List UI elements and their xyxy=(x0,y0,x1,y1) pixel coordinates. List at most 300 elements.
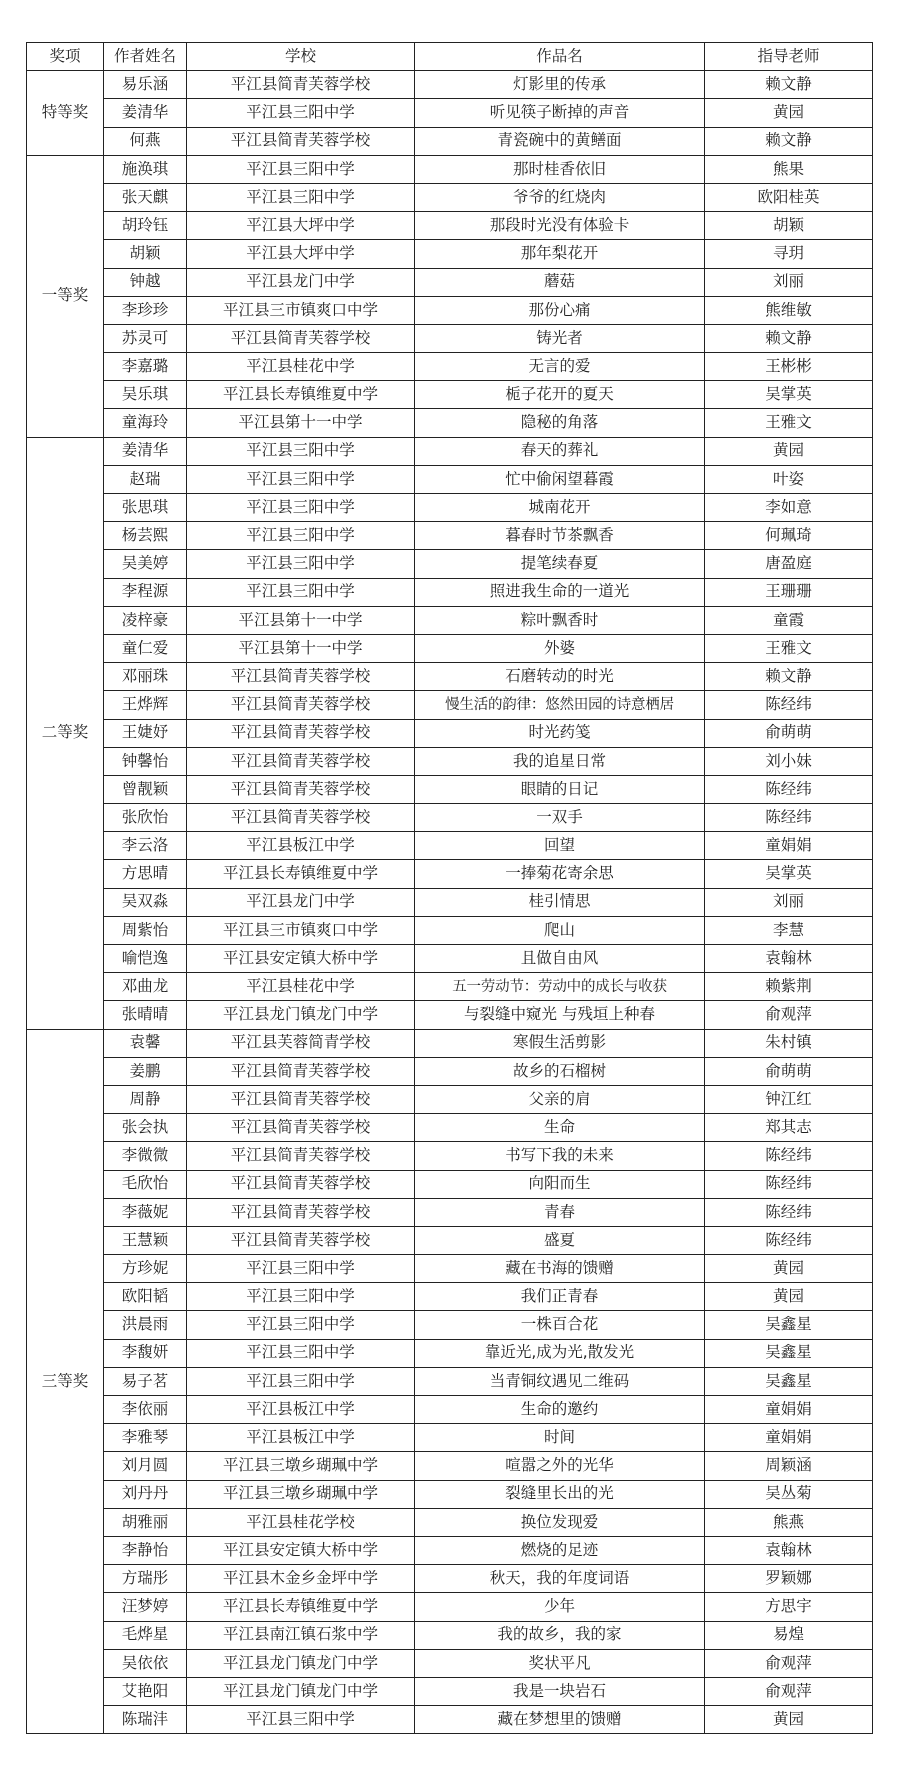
table-row xyxy=(27,1283,873,1311)
work-cell: 燃烧的足迹 xyxy=(415,1536,705,1564)
teacher-cell: 王珊珊 xyxy=(705,578,873,606)
table-row xyxy=(27,916,873,944)
table-row xyxy=(27,1001,873,1029)
author-cell: 钟馨怡 xyxy=(104,747,187,775)
school-cell: 平江县第十一中学 xyxy=(187,409,415,437)
author-cell: 施涣琪 xyxy=(104,155,187,183)
school-cell: 平江县三阳中学 xyxy=(187,578,415,606)
school-cell: 平江县三阳中学 xyxy=(187,99,415,127)
table-row xyxy=(27,1057,873,1085)
school-cell: 平江县三阳中学 xyxy=(187,550,415,578)
work-cell: 向阳而生 xyxy=(415,1170,705,1198)
header-author: 作者姓名 xyxy=(104,43,187,71)
work-cell: 铸光者 xyxy=(415,324,705,352)
teacher-cell: 吴丛菊 xyxy=(705,1480,873,1508)
table-row xyxy=(27,1424,873,1452)
work-cell: 寒假生活剪影 xyxy=(415,1029,705,1057)
author-cell: 喻恺逸 xyxy=(104,945,187,973)
teacher-cell: 钟江红 xyxy=(705,1085,873,1113)
work-cell: 无言的爱 xyxy=(415,353,705,381)
award-level-cell: 二等奖 xyxy=(27,437,104,1029)
school-cell: 平江县龙门镇龙门中学 xyxy=(187,1649,415,1677)
table-row xyxy=(27,860,873,888)
author-cell: 张欣怡 xyxy=(104,804,187,832)
work-cell: 春天的葬礼 xyxy=(415,437,705,465)
work-cell: 照进我生命的一道光 xyxy=(415,578,705,606)
work-cell: 秋天，我的年度词语 xyxy=(415,1565,705,1593)
school-cell: 平江县桂花中学 xyxy=(187,973,415,1001)
author-cell: 童仁爱 xyxy=(104,634,187,662)
table-row xyxy=(27,747,873,775)
work-cell: 提笔续春夏 xyxy=(415,550,705,578)
teacher-cell: 陈经纬 xyxy=(705,691,873,719)
table-row xyxy=(27,634,873,662)
table-row xyxy=(27,99,873,127)
teacher-cell: 王雅文 xyxy=(705,409,873,437)
table-row xyxy=(27,1536,873,1564)
author-cell: 苏灵可 xyxy=(104,324,187,352)
award-level-cell: 三等奖 xyxy=(27,1029,104,1734)
table-row xyxy=(27,155,873,183)
work-cell: 故乡的石榴树 xyxy=(415,1057,705,1085)
work-cell: 我们正青春 xyxy=(415,1283,705,1311)
author-cell: 毛烨星 xyxy=(104,1621,187,1649)
school-cell: 平江县板江中学 xyxy=(187,832,415,860)
table-row xyxy=(27,888,873,916)
school-cell: 平江县简青芙蓉学校 xyxy=(187,747,415,775)
teacher-cell: 童娟娟 xyxy=(705,1396,873,1424)
table-row xyxy=(27,1029,873,1057)
school-cell: 平江县简青芙蓉学校 xyxy=(187,1142,415,1170)
teacher-cell: 黄园 xyxy=(705,1706,873,1734)
table-row xyxy=(27,1198,873,1226)
school-cell: 平江县三墩乡瑚珮中学 xyxy=(187,1452,415,1480)
header-work: 作品名 xyxy=(415,43,705,71)
author-cell: 欧阳韬 xyxy=(104,1283,187,1311)
teacher-cell: 赖文静 xyxy=(705,663,873,691)
work-cell: 藏在梦想里的馈赠 xyxy=(415,1706,705,1734)
table-row xyxy=(27,606,873,634)
work-cell: 外婆 xyxy=(415,634,705,662)
author-cell: 李静怡 xyxy=(104,1536,187,1564)
work-cell: 我的追星日常 xyxy=(415,747,705,775)
school-cell: 平江县三市镇爽口中学 xyxy=(187,916,415,944)
school-cell: 平江县安定镇大桥中学 xyxy=(187,945,415,973)
author-cell: 王慧颖 xyxy=(104,1226,187,1254)
school-cell: 平江县桂花中学 xyxy=(187,353,415,381)
table-row xyxy=(27,240,873,268)
table-row xyxy=(27,663,873,691)
table-row xyxy=(27,578,873,606)
table-row xyxy=(27,183,873,211)
school-cell: 平江县简青芙蓉学校 xyxy=(187,691,415,719)
author-cell: 胡玲钰 xyxy=(104,212,187,240)
teacher-cell: 赖文静 xyxy=(705,324,873,352)
author-cell: 方珍妮 xyxy=(104,1255,187,1283)
work-cell: 少年 xyxy=(415,1593,705,1621)
teacher-cell: 郑其志 xyxy=(705,1114,873,1142)
table-row xyxy=(27,1621,873,1649)
school-cell: 平江县三墩乡瑚珮中学 xyxy=(187,1480,415,1508)
table-row xyxy=(27,127,873,155)
teacher-cell: 童娟娟 xyxy=(705,1424,873,1452)
teacher-cell: 方思宇 xyxy=(705,1593,873,1621)
table-row xyxy=(27,1565,873,1593)
teacher-cell: 吴鑫星 xyxy=(705,1367,873,1395)
teacher-cell: 刘丽 xyxy=(705,268,873,296)
teacher-cell: 叶姿 xyxy=(705,465,873,493)
work-cell: 裂缝里长出的光 xyxy=(415,1480,705,1508)
author-cell: 吴双淼 xyxy=(104,888,187,916)
school-cell: 平江县三阳中学 xyxy=(187,465,415,493)
table-row xyxy=(27,437,873,465)
author-cell: 吴美婷 xyxy=(104,550,187,578)
teacher-cell: 罗颖娜 xyxy=(705,1565,873,1593)
work-cell: 一捧菊花寄余思 xyxy=(415,860,705,888)
work-cell: 蘑菇 xyxy=(415,268,705,296)
school-cell: 平江县简青芙蓉学校 xyxy=(187,1170,415,1198)
school-cell: 平江县简青芙蓉学校 xyxy=(187,71,415,99)
school-cell: 平江县简青芙蓉学校 xyxy=(187,775,415,803)
teacher-cell: 俞萌萌 xyxy=(705,1057,873,1085)
author-cell: 李微微 xyxy=(104,1142,187,1170)
author-cell: 王婕妤 xyxy=(104,719,187,747)
teacher-cell: 熊果 xyxy=(705,155,873,183)
school-cell: 平江县三阳中学 xyxy=(187,494,415,522)
teacher-cell: 俞观萍 xyxy=(705,1649,873,1677)
author-cell: 李依丽 xyxy=(104,1396,187,1424)
author-cell: 周紫怡 xyxy=(104,916,187,944)
teacher-cell: 吴掌英 xyxy=(705,860,873,888)
author-cell: 毛欣怡 xyxy=(104,1170,187,1198)
author-cell: 李雅琴 xyxy=(104,1424,187,1452)
table-row xyxy=(27,775,873,803)
school-cell: 平江县芙蓉简青学校 xyxy=(187,1029,415,1057)
school-cell: 平江县简青芙蓉学校 xyxy=(187,1057,415,1085)
table-row xyxy=(27,268,873,296)
school-cell: 平江县三阳中学 xyxy=(187,1339,415,1367)
school-cell: 平江县简青芙蓉学校 xyxy=(187,663,415,691)
work-cell: 时间 xyxy=(415,1424,705,1452)
school-cell: 平江县简青芙蓉学校 xyxy=(187,1085,415,1113)
table-row xyxy=(27,1142,873,1170)
teacher-cell: 王雅文 xyxy=(705,634,873,662)
teacher-cell: 赖紫荆 xyxy=(705,973,873,1001)
table-row xyxy=(27,522,873,550)
author-cell: 钟越 xyxy=(104,268,187,296)
author-cell: 刘月圆 xyxy=(104,1452,187,1480)
teacher-cell: 陈经纬 xyxy=(705,1170,873,1198)
table-row xyxy=(27,1367,873,1395)
teacher-cell: 黄园 xyxy=(705,1283,873,1311)
table-row xyxy=(27,1085,873,1113)
school-cell: 平江县简青芙蓉学校 xyxy=(187,719,415,747)
work-cell: 石磨转动的时光 xyxy=(415,663,705,691)
header-teacher: 指导老师 xyxy=(705,43,873,71)
teacher-cell: 俞观萍 xyxy=(705,1677,873,1705)
teacher-cell: 唐盈庭 xyxy=(705,550,873,578)
school-cell: 平江县安定镇大桥中学 xyxy=(187,1536,415,1564)
teacher-cell: 易煌 xyxy=(705,1621,873,1649)
teacher-cell: 周颖涵 xyxy=(705,1452,873,1480)
work-cell: 与裂缝中窥光 与残垣上种春 xyxy=(415,1001,705,1029)
school-cell: 平江县三阳中学 xyxy=(187,522,415,550)
work-cell: 忙中偷闲望暮霞 xyxy=(415,465,705,493)
author-cell: 李珍珍 xyxy=(104,296,187,324)
table-row xyxy=(27,71,873,99)
work-cell: 我是一块岩石 xyxy=(415,1677,705,1705)
author-cell: 杨芸熙 xyxy=(104,522,187,550)
author-cell: 赵瑞 xyxy=(104,465,187,493)
table-row xyxy=(27,1649,873,1677)
author-cell: 姜鹏 xyxy=(104,1057,187,1085)
author-cell: 张晴晴 xyxy=(104,1001,187,1029)
teacher-cell: 童娟娟 xyxy=(705,832,873,860)
table-row xyxy=(27,381,873,409)
school-cell: 平江县长寿镇维夏中学 xyxy=(187,1593,415,1621)
table-row xyxy=(27,832,873,860)
author-cell: 张思琪 xyxy=(104,494,187,522)
school-cell: 平江县龙门中学 xyxy=(187,268,415,296)
school-cell: 平江县三阳中学 xyxy=(187,437,415,465)
header-school: 学校 xyxy=(187,43,415,71)
table-row xyxy=(27,1480,873,1508)
teacher-cell: 王彬彬 xyxy=(705,353,873,381)
author-cell: 刘丹丹 xyxy=(104,1480,187,1508)
school-cell: 平江县长寿镇维夏中学 xyxy=(187,381,415,409)
work-cell: 粽叶飘香时 xyxy=(415,606,705,634)
author-cell: 张会执 xyxy=(104,1114,187,1142)
table-row xyxy=(27,1677,873,1705)
work-cell: 隐秘的角落 xyxy=(415,409,705,437)
school-cell: 平江县三阳中学 xyxy=(187,1706,415,1734)
work-cell: 生命的邀约 xyxy=(415,1396,705,1424)
teacher-cell: 熊燕 xyxy=(705,1508,873,1536)
work-cell: 回望 xyxy=(415,832,705,860)
author-cell: 邓丽珠 xyxy=(104,663,187,691)
author-cell: 周静 xyxy=(104,1085,187,1113)
work-cell: 生命 xyxy=(415,1114,705,1142)
work-cell: 奖状平凡 xyxy=(415,1649,705,1677)
table-row xyxy=(27,1170,873,1198)
author-cell: 易乐涵 xyxy=(104,71,187,99)
table-row xyxy=(27,1339,873,1367)
author-cell: 姜清华 xyxy=(104,437,187,465)
teacher-cell: 黄园 xyxy=(705,437,873,465)
author-cell: 艾艳阳 xyxy=(104,1677,187,1705)
table-row xyxy=(27,1311,873,1339)
header-row xyxy=(27,43,873,71)
teacher-cell: 李如意 xyxy=(705,494,873,522)
teacher-cell: 吴鑫星 xyxy=(705,1311,873,1339)
teacher-cell: 刘小妹 xyxy=(705,747,873,775)
teacher-cell: 寻玥 xyxy=(705,240,873,268)
author-cell: 胡雅丽 xyxy=(104,1508,187,1536)
work-cell: 慢生活的韵律：悠然田园的诗意栖居 xyxy=(415,691,705,719)
author-cell: 吴依依 xyxy=(104,1649,187,1677)
work-cell: 青瓷碗中的黄鳝面 xyxy=(415,127,705,155)
school-cell: 平江县简青芙蓉学校 xyxy=(187,1114,415,1142)
school-cell: 平江县木金乡金坪中学 xyxy=(187,1565,415,1593)
table-header xyxy=(27,43,873,71)
work-cell: 桂引情思 xyxy=(415,888,705,916)
work-cell: 爷爷的红烧肉 xyxy=(415,183,705,211)
work-cell: 书写下我的未来 xyxy=(415,1142,705,1170)
awards-table xyxy=(26,42,873,1734)
teacher-cell: 赖文静 xyxy=(705,127,873,155)
teacher-cell: 陈经纬 xyxy=(705,1198,873,1226)
award-level-cell: 特等奖 xyxy=(27,71,104,156)
table-row xyxy=(27,296,873,324)
school-cell: 平江县大坪中学 xyxy=(187,240,415,268)
table-row xyxy=(27,1396,873,1424)
school-cell: 平江县长寿镇维夏中学 xyxy=(187,860,415,888)
author-cell: 李程源 xyxy=(104,578,187,606)
school-cell: 平江县三阳中学 xyxy=(187,155,415,183)
school-cell: 平江县第十一中学 xyxy=(187,606,415,634)
work-cell: 五一劳动节：劳动中的成长与收获 xyxy=(415,973,705,1001)
teacher-cell: 俞萌萌 xyxy=(705,719,873,747)
table-row xyxy=(27,1226,873,1254)
school-cell: 平江县简青芙蓉学校 xyxy=(187,1226,415,1254)
school-cell: 平江县南江镇石浆中学 xyxy=(187,1621,415,1649)
author-cell: 袁馨 xyxy=(104,1029,187,1057)
table-row xyxy=(27,691,873,719)
table-row xyxy=(27,465,873,493)
author-cell: 陈瑞沣 xyxy=(104,1706,187,1734)
work-cell: 靠近光,成为光,散发光 xyxy=(415,1339,705,1367)
table-row xyxy=(27,409,873,437)
table-row xyxy=(27,212,873,240)
work-cell: 一株百合花 xyxy=(415,1311,705,1339)
teacher-cell: 胡颖 xyxy=(705,212,873,240)
work-cell: 藏在书海的馈赠 xyxy=(415,1255,705,1283)
school-cell: 平江县三阳中学 xyxy=(187,1255,415,1283)
table-row xyxy=(27,804,873,832)
work-cell: 父亲的肩 xyxy=(415,1085,705,1113)
table-row xyxy=(27,353,873,381)
work-cell: 听见筷子断掉的声音 xyxy=(415,99,705,127)
table-row xyxy=(27,1255,873,1283)
author-cell: 邓曲龙 xyxy=(104,973,187,1001)
author-cell: 张天麒 xyxy=(104,183,187,211)
table-row xyxy=(27,945,873,973)
school-cell: 平江县板江中学 xyxy=(187,1424,415,1452)
school-cell: 平江县三市镇爽口中学 xyxy=(187,296,415,324)
author-cell: 凌梓豪 xyxy=(104,606,187,634)
work-cell: 暮春时节茶飘香 xyxy=(415,522,705,550)
school-cell: 平江县板江中学 xyxy=(187,1396,415,1424)
award-level-cell: 一等奖 xyxy=(27,155,104,437)
author-cell: 李薇妮 xyxy=(104,1198,187,1226)
school-cell: 平江县简青芙蓉学校 xyxy=(187,804,415,832)
teacher-cell: 吴鑫星 xyxy=(705,1339,873,1367)
teacher-cell: 何珮琦 xyxy=(705,522,873,550)
table-row xyxy=(27,1593,873,1621)
work-cell: 那时桂香依旧 xyxy=(415,155,705,183)
table-row xyxy=(27,719,873,747)
table-row xyxy=(27,550,873,578)
table-body xyxy=(27,71,873,1734)
author-cell: 姜清华 xyxy=(104,99,187,127)
author-cell: 洪晨雨 xyxy=(104,1311,187,1339)
header-award: 奖项 xyxy=(27,43,104,71)
work-cell: 一双手 xyxy=(415,804,705,832)
author-cell: 何燕 xyxy=(104,127,187,155)
school-cell: 平江县桂花学校 xyxy=(187,1508,415,1536)
work-cell: 那年梨花开 xyxy=(415,240,705,268)
work-cell: 青春 xyxy=(415,1198,705,1226)
school-cell: 平江县简青芙蓉学校 xyxy=(187,127,415,155)
author-cell: 方思晴 xyxy=(104,860,187,888)
table-row xyxy=(27,973,873,1001)
table-row xyxy=(27,1706,873,1734)
work-cell: 时光药笺 xyxy=(415,719,705,747)
work-cell: 换位发现爱 xyxy=(415,1508,705,1536)
teacher-cell: 陈经纬 xyxy=(705,804,873,832)
teacher-cell: 陈经纬 xyxy=(705,775,873,803)
work-cell: 灯影里的传承 xyxy=(415,71,705,99)
author-cell: 吴乐琪 xyxy=(104,381,187,409)
table-row xyxy=(27,494,873,522)
school-cell: 平江县龙门中学 xyxy=(187,888,415,916)
teacher-cell: 熊维敏 xyxy=(705,296,873,324)
work-cell: 城南花开 xyxy=(415,494,705,522)
school-cell: 平江县简青芙蓉学校 xyxy=(187,324,415,352)
table-row xyxy=(27,1452,873,1480)
school-cell: 平江县三阳中学 xyxy=(187,1311,415,1339)
teacher-cell: 刘丽 xyxy=(705,888,873,916)
table-row xyxy=(27,324,873,352)
author-cell: 李嘉璐 xyxy=(104,353,187,381)
work-cell: 那段时光没有体验卡 xyxy=(415,212,705,240)
school-cell: 平江县龙门镇龙门中学 xyxy=(187,1677,415,1705)
school-cell: 平江县大坪中学 xyxy=(187,212,415,240)
author-cell: 李馥妍 xyxy=(104,1339,187,1367)
work-cell: 且做自由风 xyxy=(415,945,705,973)
work-cell: 盛夏 xyxy=(415,1226,705,1254)
author-cell: 方瑞彤 xyxy=(104,1565,187,1593)
teacher-cell: 陈经纬 xyxy=(705,1142,873,1170)
work-cell: 那份心痛 xyxy=(415,296,705,324)
school-cell: 平江县龙门镇龙门中学 xyxy=(187,1001,415,1029)
author-cell: 胡颖 xyxy=(104,240,187,268)
teacher-cell: 吴掌英 xyxy=(705,381,873,409)
school-cell: 平江县简青芙蓉学校 xyxy=(187,1198,415,1226)
work-cell: 喧嚣之外的光华 xyxy=(415,1452,705,1480)
author-cell: 李云洛 xyxy=(104,832,187,860)
teacher-cell: 陈经纬 xyxy=(705,1226,873,1254)
author-cell: 易子茗 xyxy=(104,1367,187,1395)
teacher-cell: 俞观萍 xyxy=(705,1001,873,1029)
school-cell: 平江县三阳中学 xyxy=(187,1367,415,1395)
teacher-cell: 欧阳桂英 xyxy=(705,183,873,211)
author-cell: 汪梦婷 xyxy=(104,1593,187,1621)
author-cell: 童海玲 xyxy=(104,409,187,437)
teacher-cell: 黄园 xyxy=(705,99,873,127)
table-row xyxy=(27,1114,873,1142)
school-cell: 平江县三阳中学 xyxy=(187,1283,415,1311)
work-cell: 爬山 xyxy=(415,916,705,944)
work-cell: 当青铜纹遇见二维码 xyxy=(415,1367,705,1395)
teacher-cell: 袁翰林 xyxy=(705,1536,873,1564)
teacher-cell: 黄园 xyxy=(705,1255,873,1283)
work-cell: 栀子花开的夏天 xyxy=(415,381,705,409)
teacher-cell: 童霞 xyxy=(705,606,873,634)
school-cell: 平江县第十一中学 xyxy=(187,634,415,662)
school-cell: 平江县三阳中学 xyxy=(187,183,415,211)
author-cell: 曾靓颖 xyxy=(104,775,187,803)
